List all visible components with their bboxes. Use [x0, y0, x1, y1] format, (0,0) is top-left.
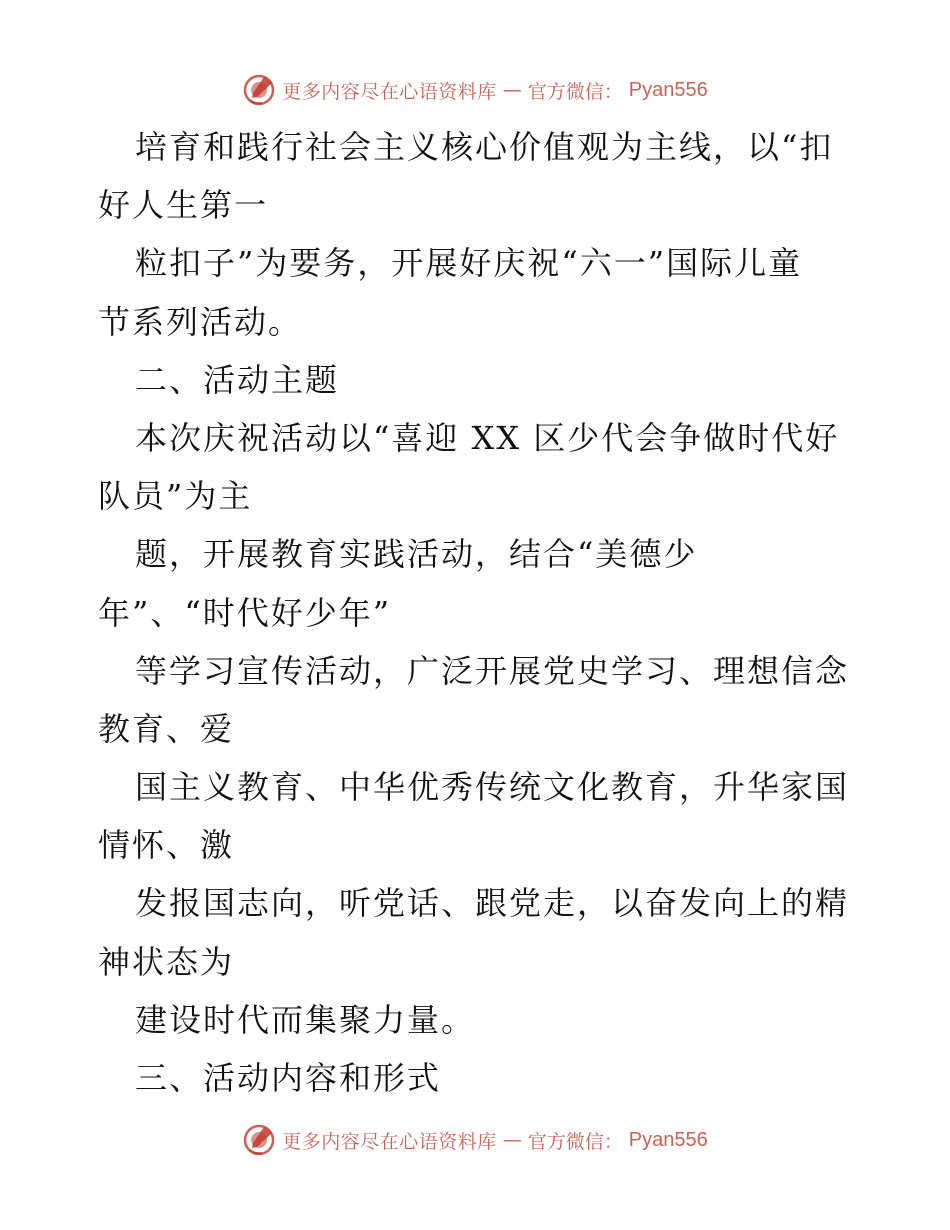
paragraph-line: 建设时代而集聚力量。 — [135, 1000, 476, 1039]
watermark-id: Pyan556 — [628, 78, 708, 101]
header-watermark — [0, 70, 950, 110]
watermark-label: 官方微信： — [527, 80, 623, 103]
footer-watermark — [0, 1120, 950, 1160]
paragraph-line: 等学习宣传活动，广泛开展党史学习、理想信念 — [135, 651, 850, 690]
watermark-id: Pyan556 — [628, 1128, 708, 1151]
paragraph-line: 好人生第一 — [98, 186, 269, 225]
watermark-separator: — — [502, 79, 522, 101]
paragraph-line: 教育、爱 — [98, 709, 235, 748]
watermark-separator: — — [502, 1129, 522, 1151]
paragraph-line: 情怀、激 — [98, 826, 235, 865]
paragraph-line: 队员”为主 — [98, 477, 253, 516]
document-body — [98, 118, 868, 1107]
paragraph-line: 年”、“时代好少年” — [98, 593, 392, 632]
pen-logo-icon — [242, 73, 276, 107]
pen-logo-icon — [242, 1123, 276, 1157]
paragraph-line: 本次庆祝活动以“喜迎 XX 区少代会争做时代好 — [135, 418, 840, 457]
watermark-text: 更多内容尽在心语资料库 — [282, 80, 497, 103]
paragraph-line: 节系列活动。 — [98, 302, 303, 341]
paragraph-line: 三、活动内容和形式 — [135, 1059, 442, 1097]
watermark-text: 更多内容尽在心语资料库 — [282, 1130, 497, 1153]
paragraph-line: 粒扣子”为要务，开展好庆祝“六一”国际儿童 — [135, 244, 803, 283]
paragraph-line: 培育和践行社会主义核心价值观为主线，以“扣 — [135, 128, 834, 166]
paragraph-line: 题，开展教育实践活动，结合“美德少 — [135, 535, 698, 574]
paragraph-line: 神状态为 — [98, 942, 235, 981]
paragraph-line: 发报国志向，听党话、跟党走，以奋发向上的精 — [135, 884, 850, 923]
paragraph-line: 国主义教育、中华优秀传统文化教育，升华家国 — [135, 768, 850, 807]
watermark-label: 官方微信： — [527, 1130, 623, 1153]
paragraph-line: 二、活动主题 — [135, 360, 340, 399]
